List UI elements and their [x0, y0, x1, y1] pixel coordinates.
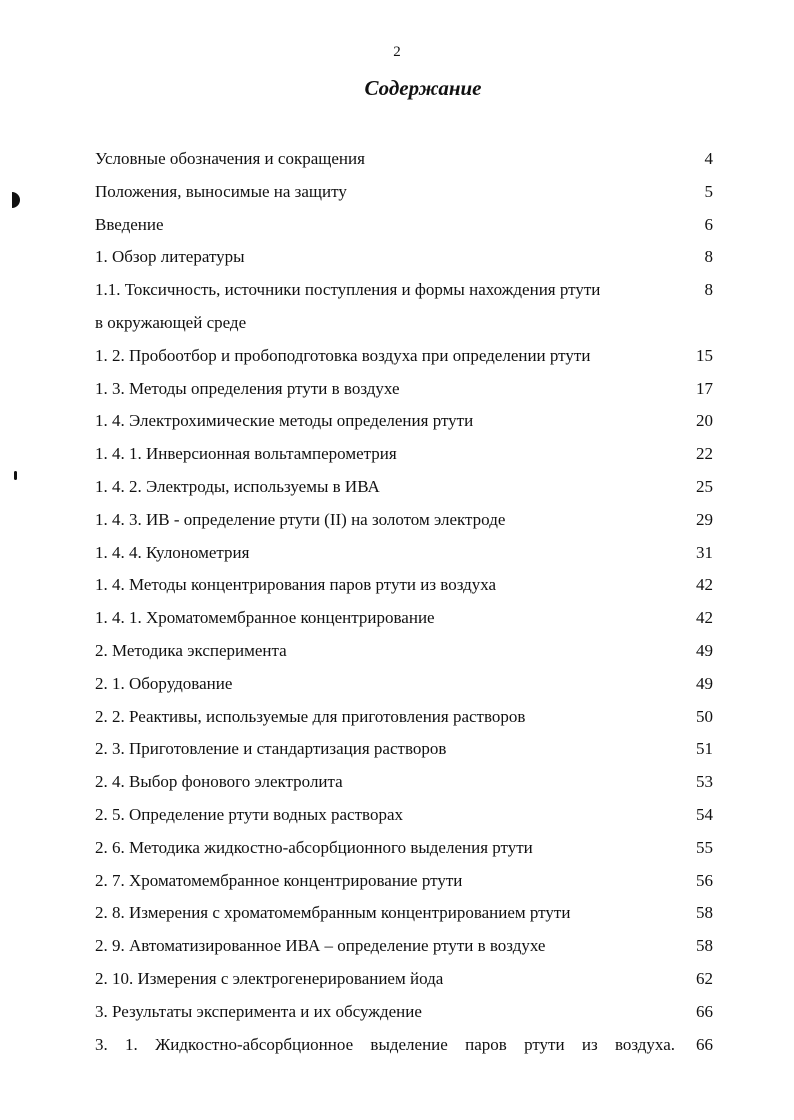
toc-entry: [95, 963, 713, 996]
toc-entry-page: 62: [696, 968, 713, 988]
toc-entry-label: 1. 4. 3. ИВ - определение ртути (II) на золотом электроде: [95, 509, 506, 529]
toc-entry-page: 49: [696, 640, 713, 660]
toc-entry-label: 2. 6. Методика жидкостно-абсорбционного выделения ртути: [95, 837, 533, 857]
toc-entry-label: 1. 4. 2. Электроды, используемы в ИВА: [95, 476, 380, 496]
toc-entry-page: 20: [696, 411, 713, 431]
toc-entry-page: 53: [696, 772, 713, 792]
scan-artifact-mark: [12, 192, 20, 208]
table-of-contents: [95, 143, 713, 1061]
toc-entry-label: 2. 3. Приготовление и стандартизация растворов: [95, 739, 447, 759]
toc-entry-label: 1.1. Токсичность, источники поступления и формы нахождения ртути: [95, 280, 601, 300]
toc-entry: [95, 701, 713, 734]
toc-entry-page: 4: [704, 149, 713, 168]
toc-entry-label: 1. 4. 4. Кулонометрия: [95, 542, 250, 562]
toc-entry: [95, 602, 713, 635]
page-number: 2: [393, 44, 401, 60]
toc-entry-page: 5: [704, 181, 713, 201]
toc-entry-label: 1. 4. Электрохимические методы определения ртути: [95, 411, 474, 431]
toc-entry-label: 2. 1. Оборудование: [95, 673, 233, 693]
toc-entry: [95, 1029, 713, 1062]
toc-entry-page: 31: [696, 542, 713, 562]
toc-entry: [95, 438, 713, 471]
toc-entry-page: 6: [704, 214, 713, 234]
toc-entry-page: 55: [696, 837, 713, 857]
toc-entry-page: 42: [696, 608, 713, 628]
toc-entry: [95, 241, 713, 274]
toc-entry: [95, 340, 713, 373]
toc-entry-page: 25: [696, 476, 713, 496]
toc-entry: [95, 865, 713, 898]
toc-entry: [95, 668, 713, 701]
toc-entry-label: 2. 9. Автоматизированное ИВА – определение ртути в воздухе: [95, 936, 546, 956]
toc-entry-page: 54: [696, 804, 713, 824]
toc-entry-page: 66: [696, 1001, 713, 1021]
toc-entry: [95, 569, 713, 602]
toc-entry-page: 51: [696, 739, 713, 759]
toc-entry: [95, 930, 713, 963]
toc-entry-label: 2. 4. Выбор фонового электролита: [95, 772, 343, 792]
toc-entry: [95, 176, 713, 209]
toc-entry: [95, 504, 713, 537]
toc-entry-label: 2. 8. Измерения с хроматомембранным концентрированием ртути: [95, 903, 571, 923]
toc-entry: [95, 733, 713, 766]
toc-entry: [95, 274, 713, 307]
toc-entry-page: 49: [696, 673, 713, 693]
toc-entry: [95, 799, 713, 832]
toc-entry: [95, 373, 713, 406]
toc-entry: [95, 209, 713, 242]
toc-entry-page: 58: [696, 903, 713, 923]
toc-entry-continuation: [95, 307, 713, 340]
toc-entry: [95, 471, 713, 504]
toc-entry: [95, 996, 713, 1029]
toc-entry-label: 1. 2. Пробоотбор и пробоподготовка воздуха при определении ртути: [95, 345, 591, 365]
toc-entry-label: Условные обозначения и сокращения: [95, 149, 365, 168]
toc-entry-page: 66: [696, 1034, 713, 1054]
toc-entry-page: 15: [696, 345, 713, 365]
toc-entry-label: 1. 4. 1. Хроматомембранное концентрирование: [95, 608, 435, 628]
toc-entry-label: 2. 7. Хроматомембранное концентрирование ртути: [95, 870, 463, 890]
scan-artifact-mark: [14, 471, 17, 480]
toc-entry-label: 2. 10. Измерения с электрогенерированием йода: [95, 968, 444, 988]
toc-entry-page: 22: [696, 444, 713, 464]
toc-entry-label: 2. 5. Определение ртути водных растворах: [95, 804, 403, 824]
toc-entry: [95, 832, 713, 865]
toc-entry-label: 3. Результаты эксперимента и их обсуждение: [95, 1001, 422, 1021]
toc-entry-page: 17: [696, 378, 713, 398]
toc-entry-label: 2. 2. Реактивы, используемые для приготовления растворов: [95, 706, 526, 726]
toc-entry: [95, 537, 713, 570]
toc-entry-page: 58: [696, 936, 713, 956]
toc-entry-page: 56: [696, 870, 713, 890]
toc-entry-label: 2. Методика эксперимента: [95, 640, 287, 660]
toc-entry-label: 1. 4. Методы концентрирования паров ртути из воздуха: [95, 575, 497, 595]
toc-entry: [95, 766, 713, 799]
toc-entry-page: 29: [696, 509, 713, 529]
toc-entry-page: 50: [696, 706, 713, 726]
toc-entry-label: 1. Обзор литературы: [95, 247, 245, 267]
toc-entry-label: Введение: [95, 214, 164, 234]
toc-entry-page: 8: [704, 280, 713, 300]
toc-entry-label: 3. 1. Жидкостно-абсорбционное выделение паров ртути из воздуха.: [95, 1034, 675, 1054]
toc-entry-label: Положения, выносимые на защиту: [95, 181, 347, 201]
toc-entry-label: 1. 4. 1. Инверсионная вольтамперометрия: [95, 444, 397, 464]
toc-entry: [95, 405, 713, 438]
toc-entry: [95, 143, 713, 176]
toc-entry-label: 1. 3. Методы определения ртути в воздухе: [95, 378, 400, 398]
toc-entry-page: 42: [696, 575, 713, 595]
toc-entry-page: 8: [704, 247, 713, 267]
page-title: Содержание: [364, 76, 482, 100]
toc-entry: [95, 897, 713, 930]
toc-entry: [95, 635, 713, 668]
toc-entry-label: в окружающей среде: [95, 312, 247, 332]
